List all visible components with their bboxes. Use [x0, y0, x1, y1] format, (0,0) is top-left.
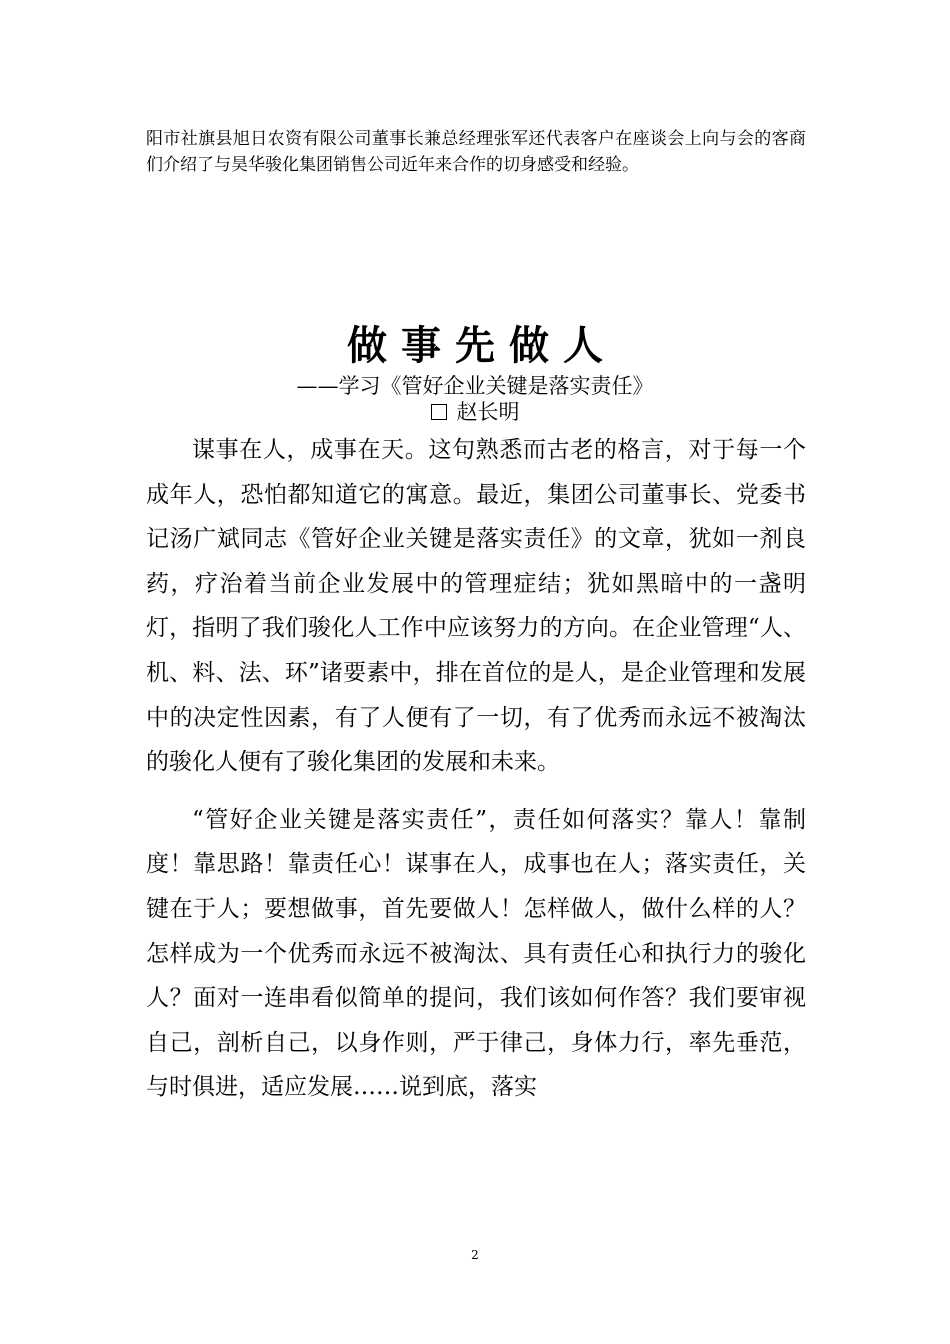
article-subtitle: ——学习《管好企业关键是落实责任》: [296, 374, 654, 398]
author-name: 赵长明: [456, 400, 520, 424]
intro-paragraph: 阳市社旗县旭日农资有限公司董事长兼总经理张军还代表客户在座谈会上向与会的客商们介绍了与昊华骏化集团销售公司近年来合作的切身感受和经验。: [146, 129, 806, 175]
page-number: 2: [471, 1248, 479, 1262]
article-body: [146, 428, 806, 1123]
body-paragraph: “管好企业关键是落实责任”，责任如何落实？靠人！靠制度！靠思路！靠责任心！谋事在人，成事也在人；落实责任，关键在于人；要想做事，首先要做人！怎样做人，做什么样的人？怎样成为一个优秀而永远不被淘汰、具有责任心和执行力的骏化人？面对一连串看似简单的提问，我们该如何作答？我们要审视自己，剖析自己，以身作则，严于律己，身体力行，率先垂范，与时俱进，适应发展……说到底，落实: [146, 806, 806, 1101]
article-author: [0, 398, 950, 426]
article-title: 做事先做人: [347, 323, 617, 369]
square-box-icon: [431, 404, 447, 420]
body-paragraph: 谋事在人，成事在天。这句熟悉而古老的格言，对于每一个成年人，恐怕都知道它的寓意。最近，集团公司董事长、党委书记汤广斌同志《管好企业关键是落实责任》的文章，犹如一剂良药，疗治着当前企业发展中的管理症结；犹如黑暗中的一盏明灯，指明了我们骏化人工作中应该努力的方向。在企业管理“人、机、料、法、环”诸要素中，排在首位的是人，是企业管理和发展中的决定性因素，有了人便有了一切，有了优秀而永远不被淘汰的骏化人便有了骏化集团的发展和未来。: [146, 437, 806, 776]
